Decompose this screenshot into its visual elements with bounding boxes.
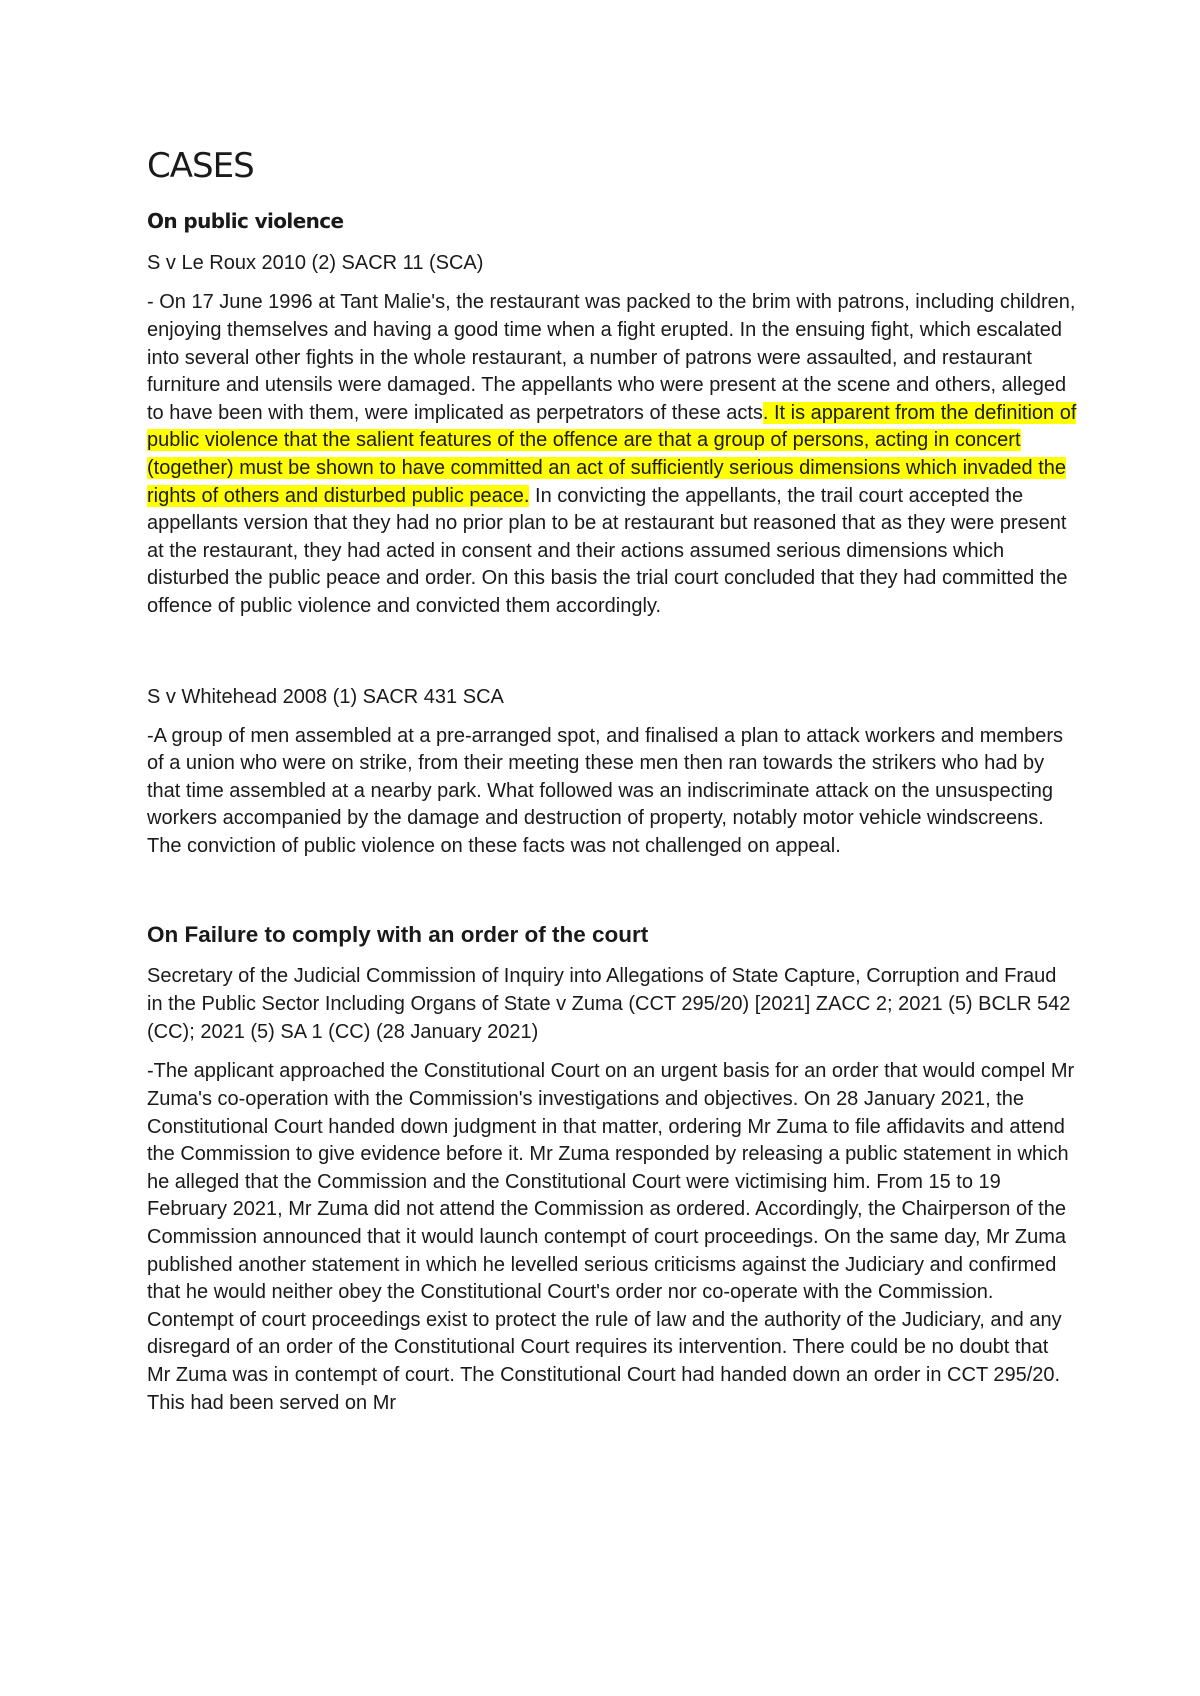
case-citation-whitehead: S v Whitehead 2008 (1) SACR 431 SCA (147, 685, 504, 708)
document-title: CASES (147, 146, 254, 186)
section-heading-failure-to-comply: On Failure to comply with an order of the court (147, 922, 649, 948)
case-summary-zuma: -The applicant approached the Constitutional Court on an urgent basis for an order that would compel Mr Zuma's co-operation with the Commission's investigations and objectives. On 28 January 2021, the Constitutional Court handed down judgment in that matter, ordering Mr Zuma to file affidavits and attend the Commission to give evidence before it. Mr Zuma responded by releasing a public statement in which he alleged that the Commission and the Constitutional Court were victimising him. From 15 to 19 February 2021, Mr Zuma did not attend the Commission as ordered. Accordingly, the Chairperson of the Commission announced that it would launch contempt of court proceedings. On the same day, Mr Zuma published another statement in which he levelled serious criticisms against the Judiciary and confirmed that he would neither obey the Constitutional Court's order nor co-operate with the Commission. Contempt of court proceedings exist to protect the rule of law and the authority of the Judiciary, and any disregard of an order of the Constitutional Court requires its intervention. There could be no doubt that Mr Zuma was in contempt of court. The Constitutional Court had handed down an order in CCT 295/20. This had been served on Mr (147, 1060, 1075, 1414)
document-body (147, 148, 1077, 1417)
case-text-plain: - On 17 June 1996 at Tant Malie's, the restaurant was packed to the brim with patrons, including children, enjoying themselves and having a good time when a fight erupted. In the ensuing fight, which escalated into several other fights in the whole restaurant, a number of patrons were assaulted, and restaurant furniture and utensils were damaged. The appellants who were present at the scene and others, alleged to have been with them, were implicated as perpetrators of these acts (147, 291, 1076, 424)
case-text-plain: In convicting the appellants, the trail court accepted the appellants version that they had no prior plan to be at restaurant but reasoned that as they were present at the restaurant, they had acted in consent and their actions assumed serious dimensions which disturbed the public peace and order. On this basis the trial court concluded that they had committed the offence of public violence and convicted them accordingly. (147, 484, 1068, 617)
spacer (147, 621, 1077, 683)
section-heading-public-violence: On public violence (147, 209, 344, 234)
spacer (147, 860, 1077, 922)
case-summary-whitehead: -A group of men assembled at a pre-arranged spot, and finalised a plan to attack workers and members of a union who were on strike, from their meeting these men then ran towards the strikers who had by that time assembled at a nearby park. What followed was an indiscriminate attack on the unsuspecting workers accompanied by the damage and destruction of property, notably motor vehicle windscreens. The conviction of public violence on these facts was not challenged on appeal. (147, 724, 1064, 857)
case-citation-zuma: Secretary of the Judicial Commission of Inquiry into Allegations of State Capture, Corruption and Fraud in the Public Sector Including Organs of State v Zuma (CCT 295/20) [2021] ZACC 2; 2021 (5) BCLR 542 (CC); 2021 (5) SA 1 (CC) (28 January 2021) (147, 965, 1071, 1044)
case-summary-le-roux (147, 289, 1077, 620)
case-citation-le-roux: S v Le Roux 2010 (2) SACR 11 (SCA) (147, 252, 484, 275)
highlighted-text: . It is apparent from the definition of public violence that the salient features of the offence are that a group of persons, acting in concert (together) must be shown to have committed an act of sufficiently serious dimensions which invaded the rights of others and disturbed public peace. (147, 401, 1077, 507)
